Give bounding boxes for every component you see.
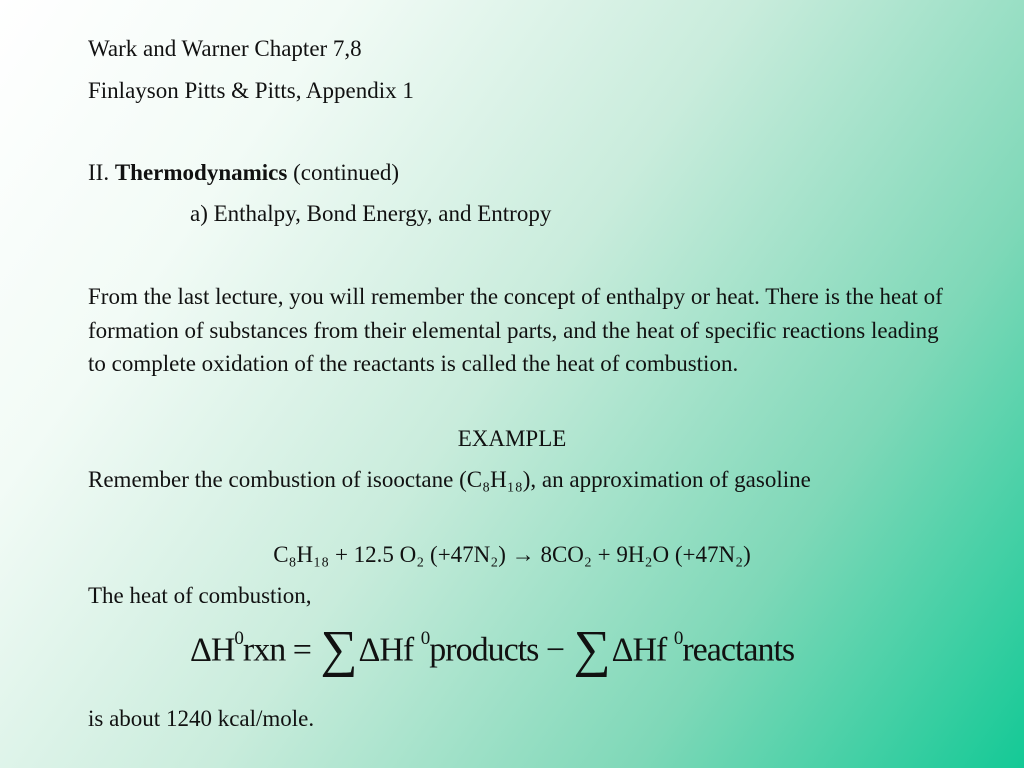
delta-hf-products-symbol: ΔHf [358,631,414,669]
example-text: Remember the combustion of isooctane (C₈H₁₈), an approximation of gasoline [88,467,811,492]
reaction-equation: C₈H₁₈ + 12.5 O₂ (+47N₂) → 8CO₂ + 9H₂O (+47N₂) [273,542,751,567]
reference-line-1: Wark and Warner Chapter 7,8 [88,36,362,61]
heat-intro: The heat of combustion, [88,583,312,608]
result-text: is about 1240 kcal/mole. [88,706,315,731]
rxn-label: rxn = [242,631,319,669]
delta-hf-reactants-symbol: ΔHf [611,631,667,669]
section-heading [88,156,399,189]
section-numeral: II. [88,160,115,185]
standard-state-superscript-products: 0 [420,628,430,649]
standard-state-superscript-reactants: 0 [673,628,683,649]
subtopic-heading: a) Enthalpy, Bond Energy, and Entropy [190,201,552,226]
section-suffix: (continued) [287,160,400,185]
standard-state-superscript: 0 [234,628,243,649]
products-label: products − [429,631,572,669]
delta-h-symbol: ΔH [190,631,235,669]
intro-paragraph: From the last lecture, you will remember the concept of enthalpy or heat. There is the heat of formation of substances from their elemental parts, and the heat of specific reactions leading to complete oxidation of the reactants is called the heat of combustion. [88,284,943,376]
enthalpy-formula [190,615,794,678]
example-heading: EXAMPLE [457,426,567,451]
sum-sign: ∑ [320,621,357,679]
reactants-label: reactants [682,631,795,669]
section-title: Thermodynamics [114,160,288,185]
sum-sign-reactants: ∑ [573,621,610,679]
reference-line-2: Finlayson Pitts & Pitts, Appendix 1 [88,78,414,103]
